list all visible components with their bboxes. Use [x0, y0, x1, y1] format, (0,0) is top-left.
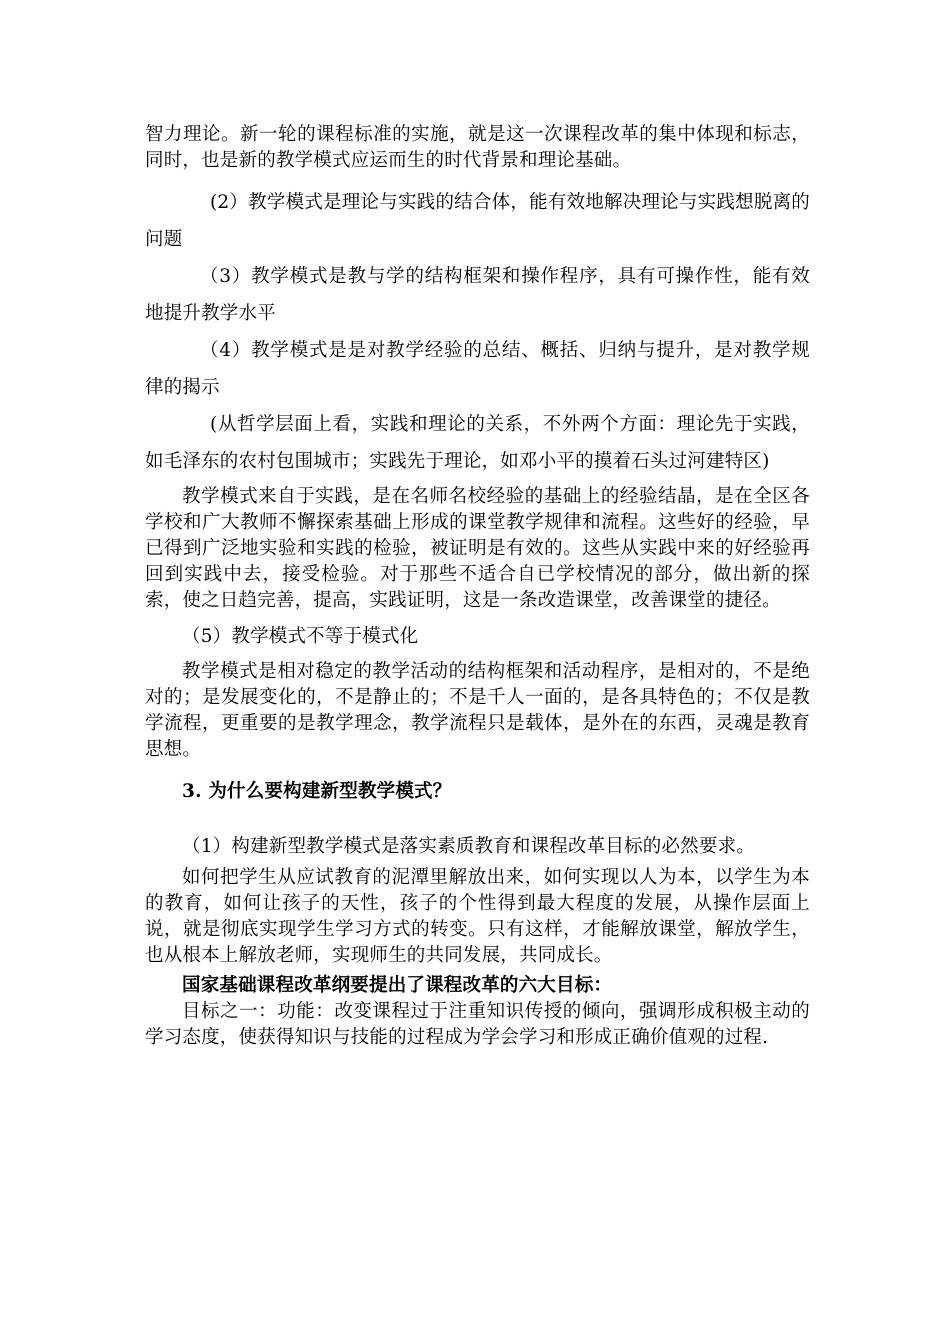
- paragraph-model-definition: 教学模式是相对稳定的教学活动的结构框架和活动程序，是相对的，不是绝对的；是发展变化的，不是静止的；不是千人一面的，是各具特色的；不仅是教学流程，更重要的是教学理念，教学流程只是载体，是外在的东西，灵魂是教育思想。: [145, 661, 810, 760]
- paragraph-goal-1: 目标之一：功能：改变课程过于注重知识传授的倾向，强调形成积极主动的学习态度，使获得知识与技能的过程成为学会学习和形成正确价值观的过程.: [145, 1001, 810, 1048]
- section-heading-3: 3. 为什么要构建新型教学模式？: [182, 781, 452, 802]
- paragraph-point-3: （3）教学模式是教与学的结构框架和操作程序，具有可操作性，能有效地提升教学水平: [145, 266, 810, 324]
- document-page: [145, 122, 810, 1051]
- paragraph-intro: 智力理论。新一轮的课程标准的实施，就是这一次课程改革的集中体现和标志，同时，也是新的教学模式应运而生的时代背景和理论基础。: [145, 124, 810, 171]
- paragraph-reason-1: （1）构建新型教学模式是落实素质教育和课程改革目标的必然要求。: [182, 836, 755, 857]
- paragraph-liberation: 如何把学生从应试教育的泥潭里解放出来，如何实现以人为本，以学生为本的教育，如何让孩子的天性，孩子的个性得到最大程度的发展，从操作层面上说，就是彻底实现学生学习方式的转变。只有这样，才能解放课堂，解放学生，也从根本上解放老师，实现师生的共同发展，共同成长。: [145, 867, 810, 966]
- paragraph-philosophy-note: (从哲学层面上看，实践和理论的关系，不外两个方面：理论先于实践，如毛泽东的农村包围城市；实践先于理论，如邓小平的摸着石头过河建特区): [145, 414, 810, 472]
- paragraph-point-4: （4）教学模式是是对教学经验的总结、概括、归纳与提升，是对教学规律的揭示: [145, 340, 810, 398]
- paragraph-point-2: (2）教学模式是理论与实践的结合体，能有效地解决理论与实践想脱离的问题: [145, 192, 810, 250]
- paragraph-point-5: （5）教学模式不等于模式化: [182, 626, 419, 647]
- paragraph-six-goals-heading: 国家基础课程改革纲要提出了课程改革的六大目标：: [182, 975, 613, 996]
- paragraph-practice-origin: 教学模式来自于实践，是在名师名校经验的基础上的经验结晶，是在全区各学校和广大教师不懈探索基础上形成的课堂教学规律和流程。这些好的经验，早已得到广泛地实验和实践的检验，被证明是有效的。这些从实践中来的好经验再回到实践中去，接受检验。对于那些不适合自已学校情况的部分，做出新的探索，使之日趋完善，提高，实践证明，这是一条改造课堂，改善课堂的捷径。: [145, 486, 810, 611]
